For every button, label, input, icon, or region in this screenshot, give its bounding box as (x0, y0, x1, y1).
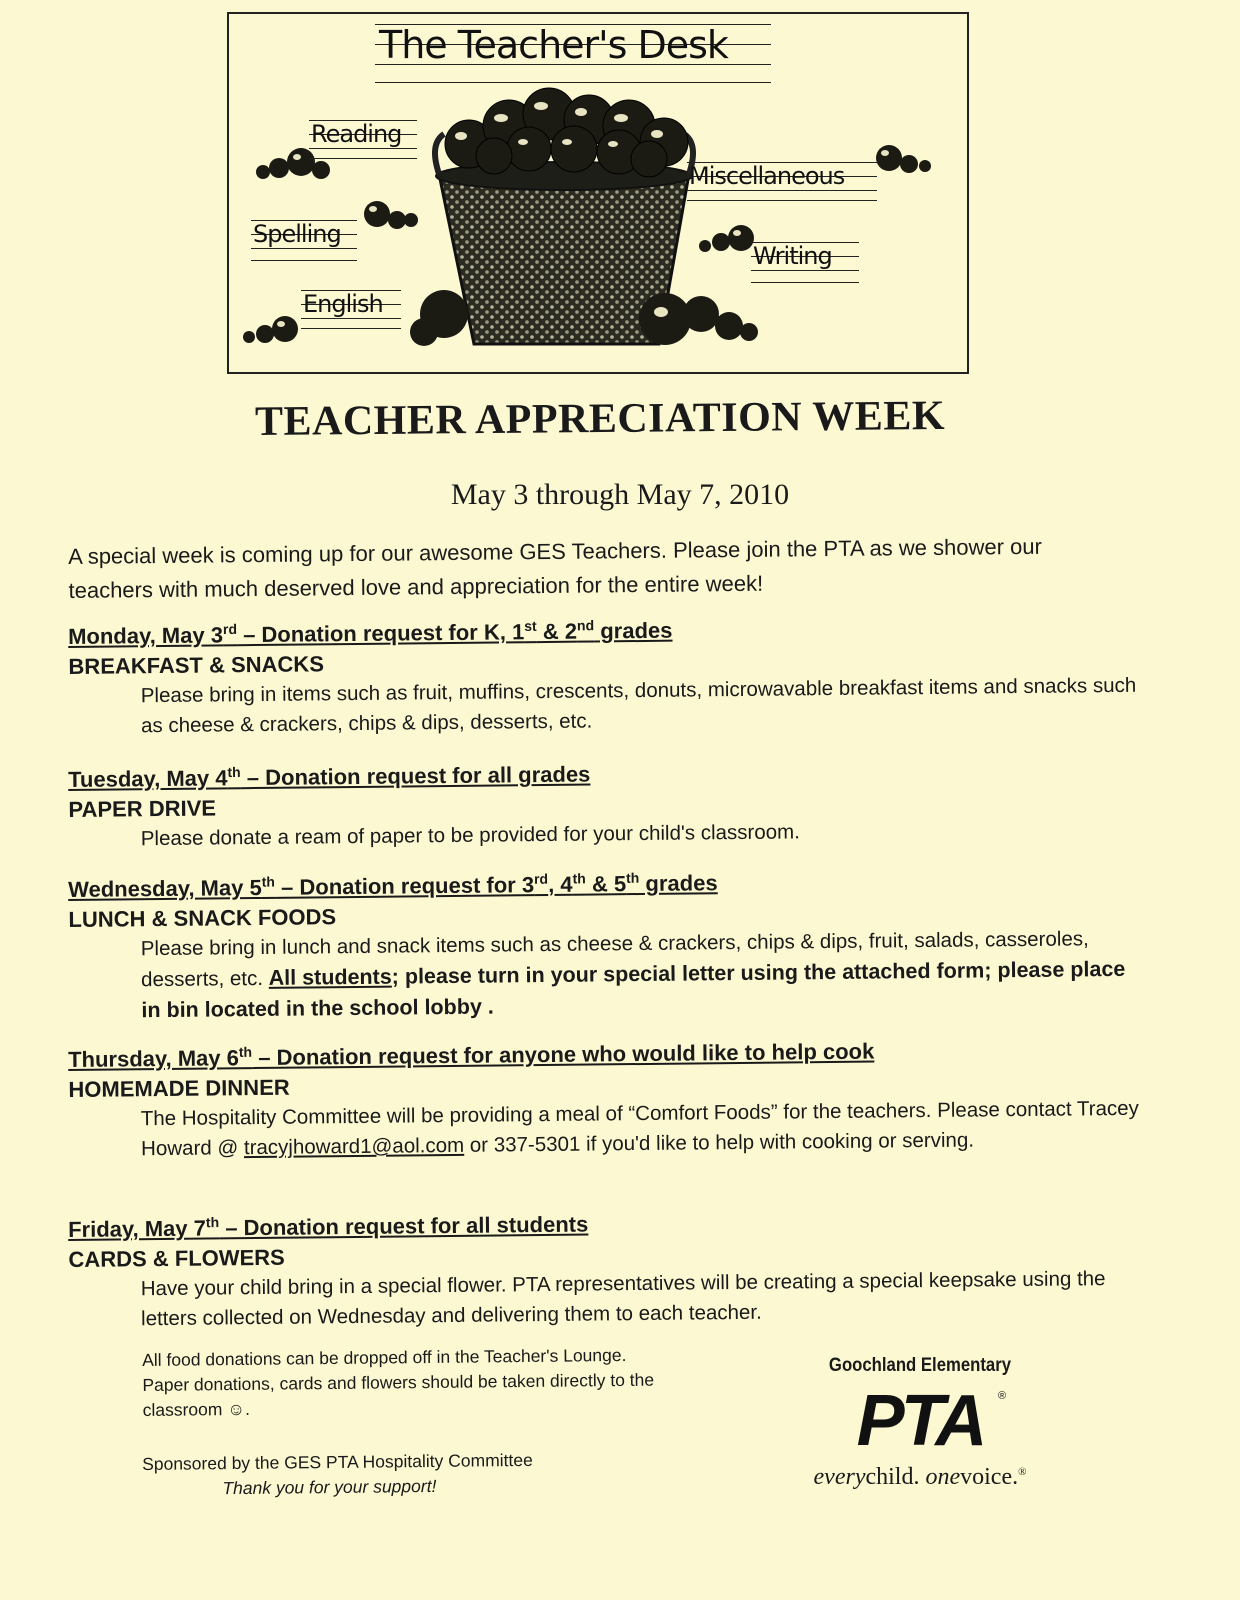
day-heading: Monday, May 3rd – Donation request for K, 1st & 2nd grades (68, 617, 673, 649)
teachers-desk-banner (227, 12, 969, 374)
day-heading: Thursday, May 6th – Donation request for anyone who would like to help cook (68, 1038, 875, 1072)
pta-logo-reg: ® (998, 1390, 1007, 1402)
sponsor-line: Sponsored by the GES PTA Hospitality Committee (142, 1449, 533, 1474)
day-description: Have your child bring in a special flower. PTA representatives will be creating a special keepsake using the letters collected on Wednesday and delivering them to each teacher. (140, 1267, 1106, 1331)
day-category: PAPER DRIVE (68, 795, 217, 822)
day-category: CARDS & FLOWERS (68, 1244, 285, 1272)
day-description: Please bring in lunch and snack items such as cheese & crackers, chips & dips, fruit, salads, casseroles, desserts, etc. All students; please turn in your special letter using the attached form; please place in bin located in the school lobby . (140, 927, 1126, 1023)
pta-logo-text: PTA (856, 1381, 984, 1461)
label-reading: Reading (309, 118, 417, 160)
day-description: Please bring in items such as fruit, muffins, crescents, donuts, microwavable breakfast items and snacks such as cheese & crackers, chips & dips, desserts, etc. (140, 673, 1137, 738)
intro-paragraph: A special week is coming up for our awesome GES Teachers. Please join the PTA as we shower our teachers with much deserved love and appreciation for the entire week! (68, 533, 1043, 603)
day-thursday (68, 1034, 1149, 1165)
event-dates: May 3 through May 7, 2010 (450, 478, 790, 511)
pta-logo-icon (835, 1381, 1007, 1461)
day-heading: Tuesday, May 4th – Donation request for all grades (68, 761, 591, 792)
day-heading: Wednesday, May 5th – Donation request for 3rd, 4th & 5th grades (68, 869, 718, 902)
pta-tagline: everychild. onevoice.® (813, 1464, 1027, 1490)
label-writing: Writing (751, 240, 859, 284)
banner-title: The Teacher's Desk (375, 20, 771, 86)
pta-logo-block (790, 1355, 1050, 1491)
day-monday (68, 611, 1149, 742)
page-title: TEACHER APPRECIATION WEEK (254, 392, 946, 446)
day-friday (68, 1204, 1149, 1335)
label-english: English (301, 288, 401, 330)
label-spelling: Spelling (251, 218, 357, 262)
day-tuesday (68, 754, 1149, 855)
day-description: The Hospitality Committee will be providing a meal of “Comfort Foods” for the teachers. Please contact Tracey Howard @ tracyjhoward1@aol.com or 337-5301 if you'd like to help with cooking or serving. (140, 1096, 1139, 1161)
day-description: Please donate a ream of paper to be provided for your child's classroom. (140, 820, 801, 851)
day-wednesday (68, 864, 1150, 1027)
day-category: HOMEMADE DINNER (68, 1074, 290, 1102)
dropoff-note: All food donations can be dropped off in the Teacher's Lounge. Paper donations, cards and flowers should be taken directly to the classroom ☺. (142, 1344, 655, 1420)
day-category: LUNCH & SNACK FOODS (68, 904, 337, 932)
label-miscellaneous: Miscellaneous (687, 160, 877, 202)
day-category: BREAKFAST & SNACKS (68, 651, 325, 679)
thanks-line: Thank you for your support! (222, 1475, 437, 1499)
school-name: Goochland Elementary (828, 1355, 1012, 1376)
day-heading: Friday, May 7th – Donation request for all students (68, 1211, 589, 1242)
contact-email-link[interactable]: tracyjhoward1@aol.com (243, 1133, 465, 1160)
sponsor-block (142, 1447, 662, 1502)
